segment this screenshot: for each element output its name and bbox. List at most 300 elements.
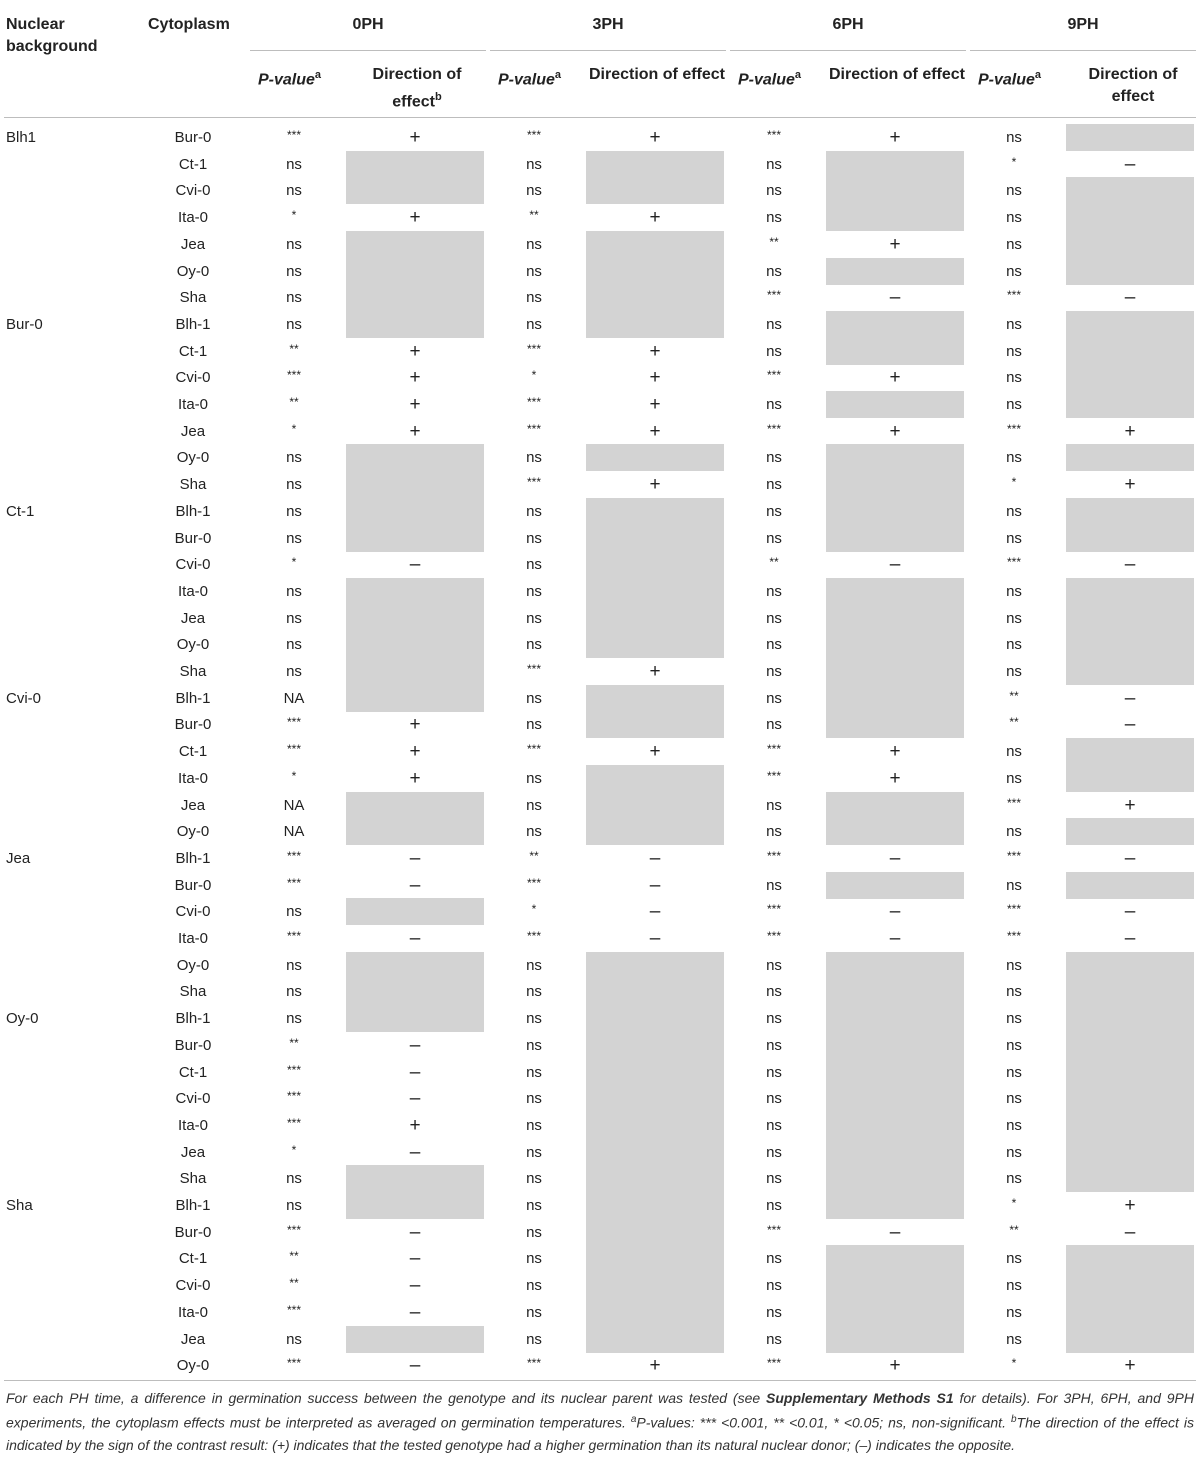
nuclear-background-cell — [6, 551, 136, 578]
group-header-6ph: 6PH — [832, 16, 864, 33]
empty-shaded-cell — [1066, 364, 1194, 391]
nuclear-background-cell — [6, 1059, 136, 1086]
p-value-cell: ns — [766, 1277, 782, 1295]
cytoplasm-cell: Sha — [179, 476, 207, 494]
empty-shaded-cell — [586, 1005, 724, 1032]
p-value-cell: *** — [286, 742, 301, 757]
empty-shaded-cell — [826, 1326, 964, 1353]
p-value-cell: ns — [1006, 983, 1022, 1001]
p-value-cell: ns — [1006, 502, 1022, 520]
p-value-cell: ns — [1006, 369, 1022, 387]
p-value-cell: ns — [526, 636, 542, 654]
direction-of-effect-cell: – — [409, 1248, 421, 1270]
nuclear-background-cell — [6, 525, 136, 552]
direction-of-effect-cell: + — [1124, 474, 1136, 496]
empty-shaded-cell — [346, 1326, 484, 1353]
direction-of-effect-cell: + — [649, 127, 661, 148]
p-value-cell: *** — [526, 128, 541, 142]
group-underline-6ph — [730, 50, 966, 51]
empty-shaded-cell — [1066, 1326, 1194, 1353]
cytoplasm-cell: Oy-0 — [176, 262, 210, 280]
cytoplasm-cell: Oy-0 — [176, 1357, 210, 1375]
p-value-cell: ** — [529, 208, 539, 223]
empty-shaded-cell — [826, 1005, 964, 1032]
p-value-cell: ns — [526, 716, 542, 734]
p-value-cell: ns — [526, 1197, 542, 1214]
nuclear-background-cell — [6, 898, 136, 925]
nuclear-background-cell: Ct-1 — [6, 502, 35, 520]
p-value-cell: * — [1011, 475, 1017, 490]
empty-shaded-cell — [826, 658, 964, 685]
empty-shaded-cell — [586, 177, 724, 204]
p-value-cell: * — [291, 208, 297, 223]
p-value-cell: ns — [766, 529, 782, 547]
direction-of-effect-cell: + — [409, 340, 421, 362]
empty-shaded-cell — [1066, 525, 1194, 552]
p-value-cell: ** — [1009, 1222, 1019, 1237]
nuclear-background-cell: Sha — [6, 1197, 33, 1214]
p-value-cell: ns — [526, 1303, 542, 1321]
nuclear-background-cell — [6, 444, 136, 471]
cytoplasm-cell: Ita-0 — [177, 1116, 208, 1134]
nuclear-background-cell — [6, 952, 136, 979]
bottom-rule — [4, 1380, 1196, 1381]
p-value-cell: ns — [766, 1143, 782, 1161]
empty-shaded-cell — [586, 284, 724, 311]
p-value-cell: ns — [1006, 609, 1022, 627]
direction-of-effect-cell: + — [889, 127, 901, 148]
empty-shaded-cell — [1066, 952, 1194, 979]
direction-of-effect-cell: – — [889, 287, 901, 309]
p-value-cell: ns — [526, 1223, 542, 1241]
p-value-cell: NA — [283, 796, 305, 814]
empty-shaded-cell — [1066, 1005, 1194, 1032]
p-value-cell: ns — [1006, 396, 1022, 413]
empty-shaded-cell — [586, 1245, 724, 1272]
p-value-cell: ns — [526, 1277, 542, 1295]
p-value-cell: ns — [286, 315, 302, 333]
p-value-cell: *** — [286, 1302, 301, 1317]
empty-shaded-cell — [826, 1085, 964, 1112]
p-value-cell: ns — [526, 956, 542, 974]
p-value-cell: ns — [526, 235, 542, 253]
empty-shaded-cell — [826, 711, 964, 738]
p-value-cell: *** — [1006, 555, 1021, 570]
p-value-cell: ns — [766, 1063, 782, 1081]
direction-of-effect-cell: + — [649, 340, 661, 362]
p-value-cell: * — [291, 421, 297, 436]
direction-of-effect-cell: – — [1124, 153, 1136, 175]
nuclear-background-cell — [6, 765, 136, 792]
direction-of-effect-cell: + — [409, 767, 421, 789]
p-value-cell: *** — [286, 368, 301, 383]
p-value-cell: * — [531, 902, 537, 917]
cytoplasm-cell: Blh-1 — [175, 315, 211, 333]
p-value-cell: ns — [766, 182, 782, 200]
empty-shaded-cell — [826, 498, 964, 525]
p-value-cell: *** — [526, 341, 541, 356]
empty-shaded-cell — [826, 792, 964, 819]
p-value-cell: ns — [526, 1036, 542, 1054]
empty-shaded-cell — [586, 605, 724, 632]
p-value-cell: ns — [766, 342, 782, 360]
nuclear-background-cell — [6, 284, 136, 311]
p-value-cell: ns — [1006, 1277, 1022, 1295]
p-value-cell: ns — [1006, 743, 1022, 761]
p-value-cell: *** — [526, 662, 541, 676]
empty-shaded-cell — [586, 151, 724, 178]
cytoplasm-cell: Bur-0 — [174, 529, 212, 547]
p-value-cell: NA — [283, 823, 305, 841]
supplementary-link[interactable]: Supplementary Methods S1 — [766, 1390, 954, 1406]
empty-shaded-cell — [826, 685, 964, 712]
p-value-header-6ph: P-value$^a$ — [738, 69, 802, 89]
cytoplasm-cell: Jea — [180, 1143, 206, 1161]
empty-shaded-cell — [826, 311, 964, 338]
p-value-cell: ns — [286, 529, 302, 547]
p-value-cell: *** — [766, 929, 781, 943]
p-value-cell: ** — [289, 1249, 299, 1264]
empty-shaded-cell — [826, 1032, 964, 1059]
p-value-cell: ** — [289, 1035, 299, 1050]
direction-of-effect-cell: – — [1124, 1221, 1136, 1243]
p-value-cell: ns — [1006, 956, 1022, 974]
empty-shaded-cell — [586, 551, 724, 578]
p-value-cell: *** — [766, 768, 781, 783]
empty-shaded-cell — [346, 898, 484, 925]
direction-of-effect-cell: + — [649, 367, 661, 389]
p-value-cell: ns — [766, 1197, 782, 1214]
direction-of-effect-cell: – — [409, 847, 421, 869]
empty-shaded-cell — [586, 631, 724, 658]
p-value-cell: ns — [526, 1170, 542, 1188]
direction-of-effect-cell: – — [1124, 714, 1136, 736]
nuclear-background-cell — [6, 631, 136, 658]
p-value-cell: ns — [1006, 129, 1022, 146]
p-value-cell: *** — [1006, 902, 1021, 917]
p-value-cell: ns — [286, 1170, 302, 1188]
p-value-cell: *** — [286, 875, 301, 890]
empty-shaded-cell — [1066, 578, 1194, 605]
direction-header-6ph: Direction of effect — [828, 66, 965, 83]
cytoplasm-cell: Cvi-0 — [175, 182, 211, 200]
p-value-cell: ns — [1006, 1303, 1022, 1321]
p-value-cell: ** — [289, 1276, 299, 1291]
empty-shaded-cell — [346, 978, 484, 1005]
empty-shaded-cell — [826, 1245, 964, 1272]
cytoplasm-cell: Cvi-0 — [175, 1090, 211, 1108]
empty-shaded-cell — [1066, 311, 1194, 338]
p-value-cell: ns — [1006, 1116, 1022, 1134]
p-value-cell: ns — [766, 1170, 782, 1188]
p-value-cell: NA — [283, 689, 305, 707]
p-value-cell: *** — [766, 1356, 781, 1371]
p-value-cell: *** — [526, 1356, 541, 1371]
empty-shaded-cell — [826, 177, 964, 204]
empty-shaded-cell — [586, 444, 724, 471]
p-value-cell: ns — [1006, 1250, 1022, 1268]
empty-shaded-cell — [1066, 605, 1194, 632]
direction-of-effect-cell: – — [409, 1141, 421, 1163]
direction-of-effect-cell: + — [1124, 1355, 1136, 1377]
empty-shaded-cell — [1066, 231, 1194, 258]
direction-of-effect-cell: + — [889, 233, 901, 255]
empty-shaded-cell — [826, 1272, 964, 1299]
empty-shaded-cell — [346, 1192, 484, 1219]
direction-of-effect-cell: + — [889, 767, 901, 789]
nuclear-background-cell — [6, 258, 136, 285]
cytoplasm-cell: Ct-1 — [178, 155, 208, 173]
p-value-cell: ns — [766, 1036, 782, 1054]
empty-shaded-cell — [586, 231, 724, 258]
nuclear-background-cell — [6, 1085, 136, 1112]
cytoplasm-cell: Sha — [179, 289, 207, 307]
nuclear-background-cell: Blh1 — [6, 129, 37, 146]
empty-shaded-cell — [586, 525, 724, 552]
nuclear-background-cell — [6, 738, 136, 765]
cytoplasm-cell: Oy-0 — [176, 956, 210, 974]
p-value-cell: ns — [526, 983, 542, 1001]
p-value-cell: ns — [526, 1116, 542, 1134]
p-value-cell: ns — [1006, 1330, 1022, 1348]
empty-shaded-cell — [1066, 1059, 1194, 1086]
empty-shaded-cell — [586, 1085, 724, 1112]
empty-shaded-cell — [346, 578, 484, 605]
empty-shaded-cell — [586, 792, 724, 819]
cytoplasm-cell: Blh-1 — [175, 502, 211, 520]
cytoplasm-cell: Cvi-0 — [175, 1277, 211, 1295]
empty-shaded-cell — [826, 1299, 964, 1326]
empty-shaded-cell — [346, 525, 484, 552]
empty-shaded-cell — [1066, 1032, 1194, 1059]
nuclear-background-cell: Cvi-0 — [6, 689, 42, 707]
p-value-cell: ns — [1006, 823, 1022, 841]
nuclear-background-cell — [6, 1032, 136, 1059]
empty-shaded-cell — [826, 1139, 964, 1166]
direction-of-effect-cell: – — [1124, 901, 1136, 923]
nuclear-background-cell — [6, 1165, 136, 1192]
p-value-cell: ns — [526, 262, 542, 280]
p-value-cell: ns — [766, 396, 782, 413]
direction-of-effect-cell: – — [409, 1221, 421, 1243]
empty-shaded-cell — [1066, 1272, 1194, 1299]
p-value-cell: ns — [766, 1116, 782, 1134]
nuclear-background-cell — [6, 418, 136, 445]
empty-shaded-cell — [826, 525, 964, 552]
empty-shaded-cell — [346, 1005, 484, 1032]
p-value-cell: ns — [766, 796, 782, 814]
empty-shaded-cell — [1066, 444, 1194, 471]
p-value-cell: ns — [526, 1063, 542, 1081]
direction-of-effect-cell: + — [649, 420, 661, 442]
empty-shaded-cell — [826, 578, 964, 605]
p-value-cell: ns — [1006, 342, 1022, 360]
p-value-cell: ns — [766, 956, 782, 974]
empty-shaded-cell — [346, 1165, 484, 1192]
group-underline-9ph — [970, 50, 1196, 51]
cytoplasm-cell: Ita-0 — [177, 769, 208, 787]
p-value-cell: ns — [526, 315, 542, 333]
p-value-cell: * — [1011, 154, 1017, 169]
cytoplasm-cell: Oy-0 — [176, 636, 210, 654]
direction-of-effect-cell: + — [889, 367, 901, 389]
nuclear-background-cell — [6, 1245, 136, 1272]
nuclear-background-cell — [6, 1299, 136, 1326]
p-value-cell: *** — [526, 929, 541, 943]
p-value-cell: ** — [289, 341, 299, 356]
p-value-header-9ph: P-value$^a$ — [978, 69, 1042, 89]
p-value-cell: ns — [1006, 1170, 1022, 1188]
p-value-cell: ns — [766, 636, 782, 654]
p-value-cell: ns — [766, 609, 782, 627]
nuclear-background-cell — [6, 231, 136, 258]
cytoplasm-cell: Cvi-0 — [175, 369, 211, 387]
cytoplasm-cell: Bur-0 — [174, 1036, 212, 1054]
p-value-cell: *** — [526, 475, 541, 490]
cytoplasm-cell: Bur-0 — [174, 716, 212, 734]
p-value-cell: ns — [526, 1010, 542, 1028]
empty-shaded-cell — [826, 1112, 964, 1139]
cytoplasm-cell: Blh-1 — [175, 689, 211, 707]
direction-of-effect-cell: – — [409, 1301, 421, 1323]
direction-of-effect-cell: – — [409, 928, 421, 949]
p-value-cell: *** — [526, 395, 541, 409]
p-value-cell: ns — [286, 903, 302, 921]
p-value-cell: ns — [1006, 1090, 1022, 1108]
direction-of-effect-cell: + — [649, 661, 661, 682]
cytoplasm-cell: Jea — [180, 1330, 206, 1348]
direction-of-effect-cell: – — [409, 1034, 421, 1056]
nuclear-background-cell — [6, 1139, 136, 1166]
p-value-cell: ns — [766, 876, 782, 894]
p-value-cell: ns — [526, 1250, 542, 1268]
p-value-cell: *** — [526, 742, 541, 757]
p-value-cell: ns — [1006, 449, 1022, 467]
p-value-cell: ns — [766, 1303, 782, 1321]
direction-of-effect-cell: + — [889, 1355, 901, 1377]
p-value-cell: ns — [766, 155, 782, 173]
empty-shaded-cell — [586, 1139, 724, 1166]
nuclear-background-cell — [6, 1112, 136, 1139]
direction-of-effect-cell: – — [889, 901, 901, 923]
cytoplasm-cell: Ita-0 — [177, 209, 208, 227]
group-header-3ph: 3PH — [592, 16, 624, 33]
direction-of-effect-cell: – — [649, 928, 661, 949]
nuclear-background-cell — [6, 711, 136, 738]
empty-shaded-cell — [1066, 1139, 1194, 1166]
empty-shaded-cell — [826, 818, 964, 845]
p-value-cell: ns — [526, 582, 542, 600]
p-value-cell: ns — [1006, 663, 1022, 680]
nuclear-background-cell — [6, 978, 136, 1005]
direction-of-effect-cell: + — [409, 1114, 421, 1136]
nuclear-background-header: Nuclear background — [6, 16, 98, 55]
p-value-cell: *** — [286, 929, 301, 943]
nuclear-background-cell — [6, 872, 136, 899]
p-value-cell: ns — [1006, 1010, 1022, 1028]
empty-shaded-cell — [1066, 498, 1194, 525]
empty-shaded-cell — [826, 872, 964, 899]
empty-shaded-cell — [586, 1192, 724, 1219]
p-value-cell: ns — [766, 502, 782, 520]
empty-shaded-cell — [346, 177, 484, 204]
p-value-cell: ns — [1006, 262, 1022, 280]
direction-of-effect-cell: – — [889, 1221, 901, 1243]
p-value-cell: ** — [289, 395, 299, 409]
direction-of-effect-cell: – — [1124, 287, 1136, 309]
p-value-cell: ns — [286, 182, 302, 200]
empty-shaded-cell — [346, 444, 484, 471]
nuclear-background-cell — [6, 792, 136, 819]
cytoplasm-cell: Ita-0 — [177, 396, 208, 413]
empty-shaded-cell — [826, 1059, 964, 1086]
p-value-cell: ns — [766, 823, 782, 841]
p-value-cell: *** — [766, 848, 781, 863]
p-value-cell: ns — [766, 983, 782, 1001]
cytoplasm-cell: Blh-1 — [175, 1197, 211, 1214]
empty-shaded-cell — [826, 258, 964, 285]
nuclear-background-cell — [6, 605, 136, 632]
direction-of-effect-cell: – — [889, 554, 901, 576]
p-value-cell: ns — [286, 262, 302, 280]
p-value-cell: *** — [286, 128, 301, 142]
direction-of-effect-cell: + — [1124, 1195, 1136, 1216]
empty-shaded-cell — [1066, 872, 1194, 899]
group-underline-3ph — [490, 50, 726, 51]
cytoplasm-cell: Jea — [180, 609, 206, 627]
p-value-cell: ns — [286, 449, 302, 467]
p-value-cell: ns — [526, 556, 542, 574]
empty-shaded-cell — [586, 1272, 724, 1299]
p-value-cell: ns — [526, 769, 542, 787]
empty-shaded-cell — [586, 578, 724, 605]
nuclear-background-cell — [6, 1219, 136, 1246]
p-value-cell: ns — [526, 502, 542, 520]
empty-shaded-cell — [1066, 978, 1194, 1005]
cytoplasm-cell: Jea — [180, 422, 206, 440]
p-value-cell: ns — [1006, 209, 1022, 227]
direction-of-effect-cell: + — [1124, 420, 1136, 442]
p-value-cell: ** — [529, 848, 539, 863]
empty-shaded-cell — [346, 631, 484, 658]
direction-of-effect-cell: + — [1124, 794, 1136, 816]
p-value-cell: ns — [526, 609, 542, 627]
p-value-cell: ns — [286, 502, 302, 520]
p-value-cell: *** — [1006, 288, 1021, 303]
p-value-cell: ns — [1006, 876, 1022, 894]
direction-of-effect-cell: – — [889, 928, 901, 949]
p-value-cell: ns — [286, 609, 302, 627]
nuclear-background-cell — [6, 177, 136, 204]
p-value-cell: ns — [1006, 529, 1022, 547]
empty-shaded-cell — [346, 818, 484, 845]
table-footnote: For each PH time, a difference in germination success between the genotype and its nuclear parent was tested (see Supplementary Methods S1 for details). For 3PH, 6PH, and 9PH experiments, the cytoplasm effects must be interpreted as averaged on germination temperatures. $^a$P-values: *** <0.001, ** <0.01, * <0.05; ns, non-significant. $^b$The direction of the effect is indicated by the sign of the contrast result: (+) indicates that the tested genotype had a higher germination than its natural nuclear donor; (–) indicates the opposite. — [6, 1390, 1194, 1453]
p-value-cell: ns — [1006, 182, 1022, 200]
p-value-cell: ns — [766, 1330, 782, 1348]
p-value-cell: ns — [286, 1197, 302, 1214]
p-value-cell: ** — [769, 234, 779, 249]
p-value-cell: *** — [286, 1222, 301, 1237]
p-value-cell: ns — [766, 1010, 782, 1028]
p-value-cell: *** — [286, 1115, 301, 1130]
empty-shaded-cell — [346, 151, 484, 178]
p-value-cell: ns — [286, 663, 302, 680]
nuclear-background-cell — [6, 471, 136, 498]
direction-of-effect-cell: + — [649, 207, 661, 229]
p-value-cell: ns — [526, 689, 542, 707]
empty-shaded-cell — [346, 231, 484, 258]
direction-of-effect-cell: + — [649, 741, 661, 763]
